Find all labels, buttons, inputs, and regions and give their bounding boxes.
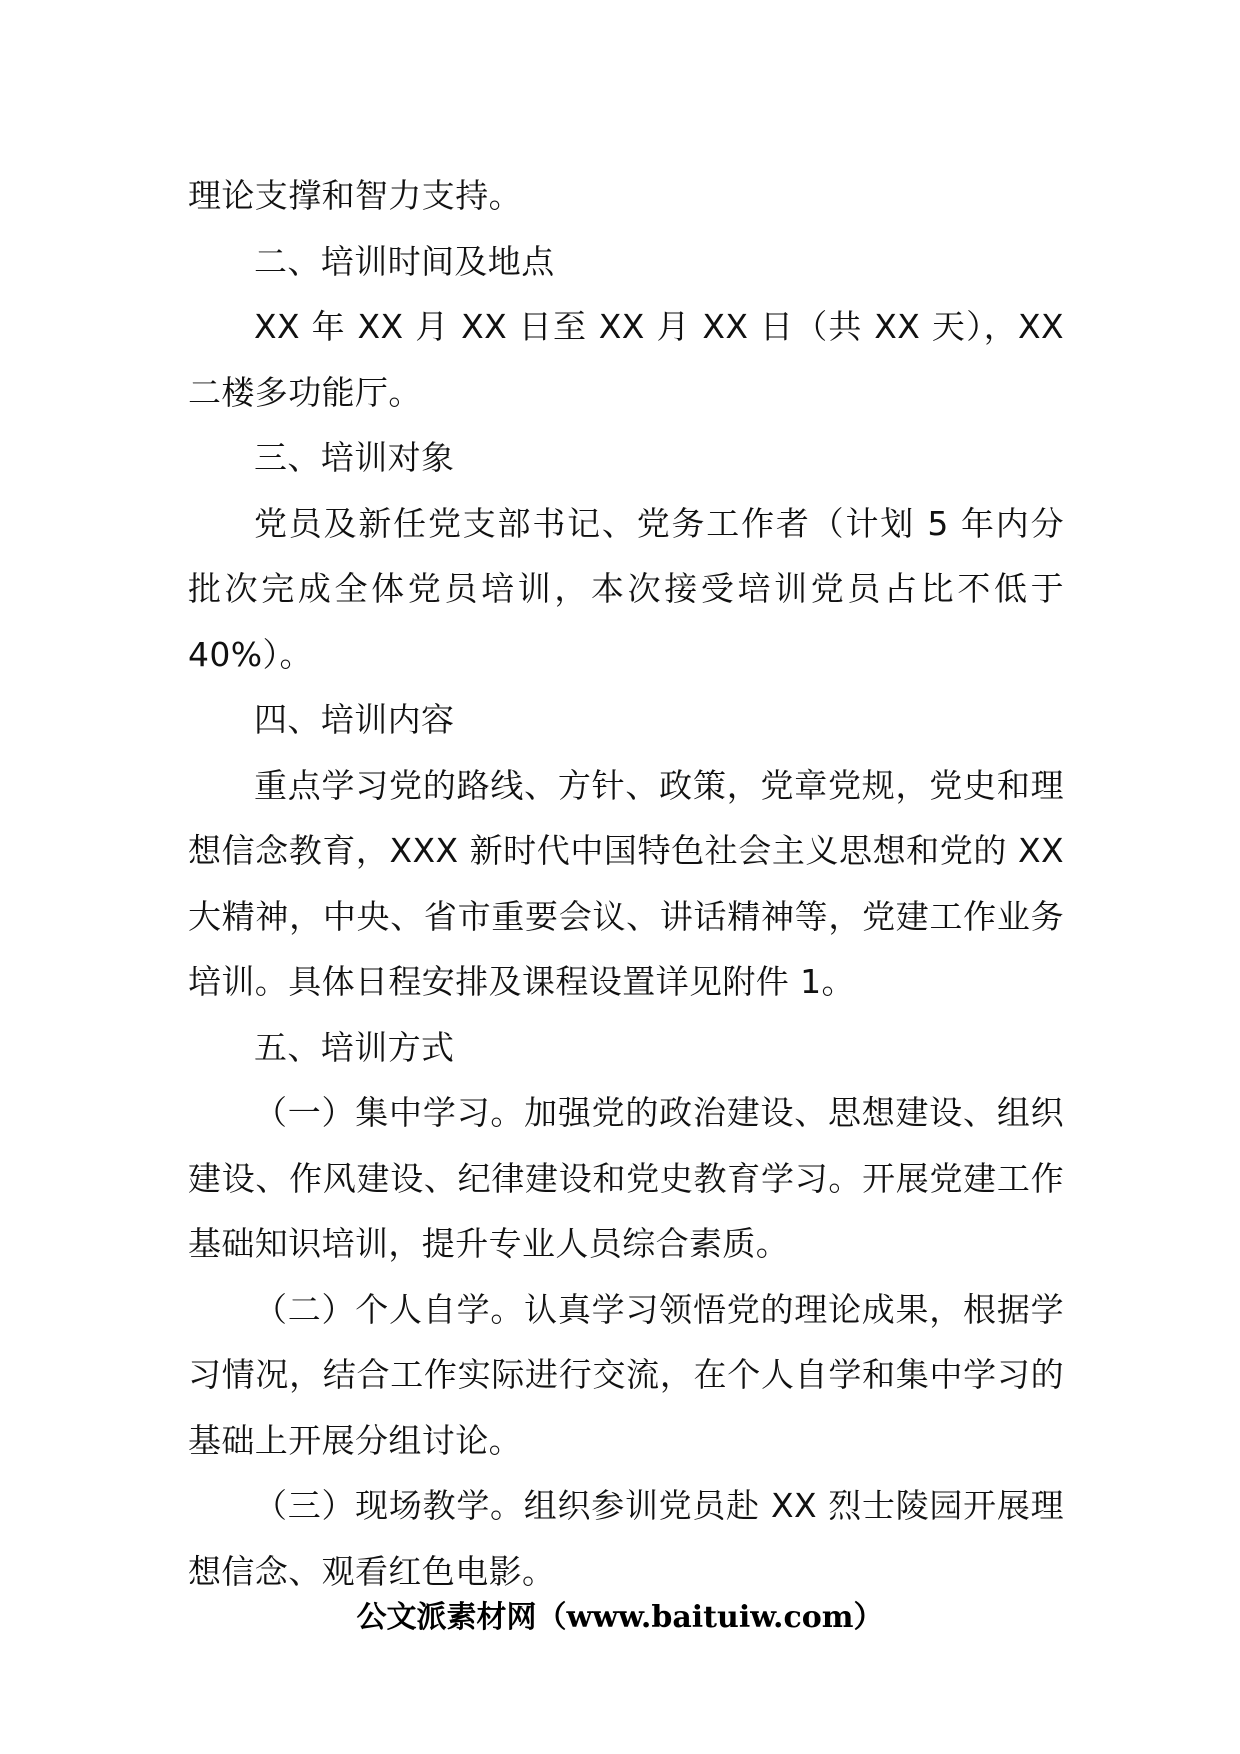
- section-heading: 三、培训对象: [254, 438, 455, 477]
- paragraph: 重点学习党的路线、方针、政策，党章党规，党史和理想信念教育，XXX 新时代中国特色社会主义思想和党的 XX 大精神，中央、省市重要会议、讲话精神等，党建工作业务培训。具体日程安排及课程设置详见附件 1。: [188, 765, 1064, 1001]
- paragraph: 党员及新任党支部书记、党务工作者（计划 5 年内分批次完成全体党员培训，本次接受培训党员占比不低于 40%）。: [188, 503, 1064, 674]
- section-heading: 五、培训方式: [254, 1027, 455, 1067]
- footer-watermark: 公文派素材网（www.baituiw.com）: [356, 1600, 884, 1635]
- document-body: [188, 163, 1064, 1604]
- paragraph: 理论支撑和智力支持。: [188, 176, 522, 215]
- section-heading: 四、培训内容: [254, 700, 455, 739]
- section-heading: 二、培训时间及地点: [254, 241, 555, 281]
- paragraph: （二）个人自学。认真学习领悟党的理论成果，根据学习情况，结合工作实际进行交流，在个人自学和集中学习的基础上开展分组讨论。: [188, 1289, 1064, 1460]
- paragraph: （三）现场教学。组织参训党员赴 XX 烈士陵园开展理想信念、观看红色电影。: [188, 1486, 1064, 1591]
- paragraph: XX 年 XX 月 XX 日至 XX 月 XX 日（共 XX 天），XX 二楼多功能厅。: [188, 307, 1064, 412]
- paragraph: （一）集中学习。加强党的政治建设、思想建设、组织建设、作风建设、纪律建设和党史教育学习。开展党建工作基础知识培训，提升专业人员综合素质。: [188, 1093, 1064, 1263]
